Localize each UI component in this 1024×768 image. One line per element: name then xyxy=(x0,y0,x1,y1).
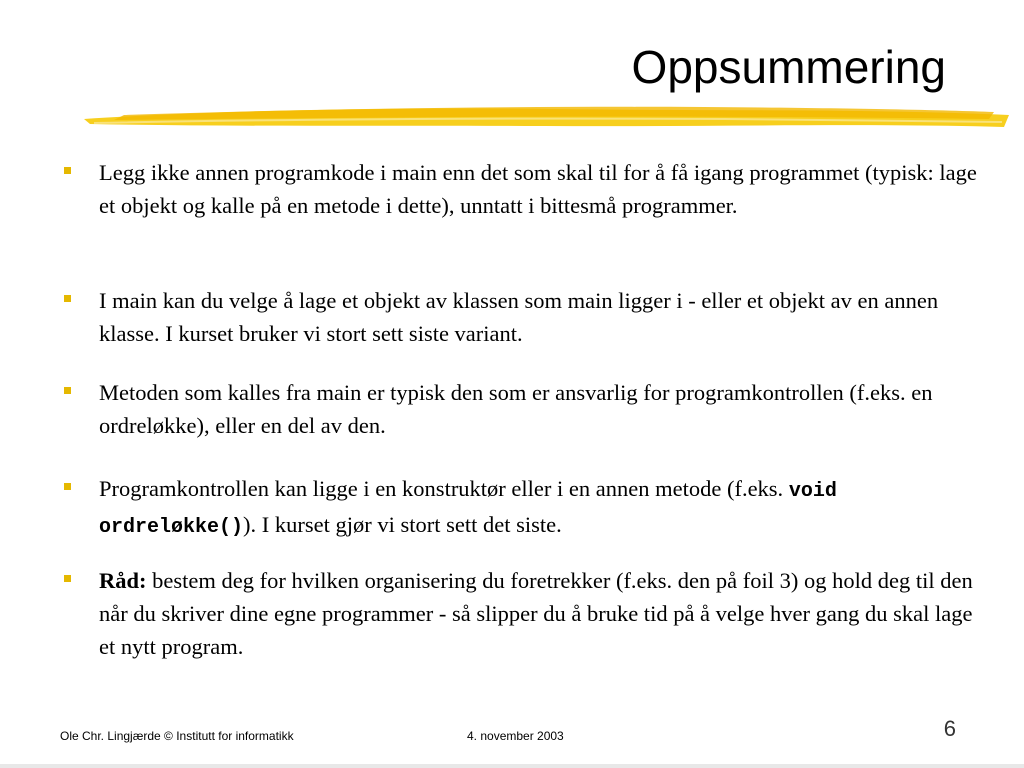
bullet-marker xyxy=(64,575,71,582)
bullet-item xyxy=(64,156,994,222)
bullet-text: Metoden som kalles fra main er typisk den som er ansvarlig for programkontrollen (f.eks. en ordreløkke), eller en del av den. xyxy=(99,380,933,438)
advice-label: Råd: xyxy=(99,568,147,593)
bullet-item xyxy=(64,376,994,442)
bullet-item xyxy=(64,284,994,350)
bullet-item xyxy=(64,564,994,663)
footer-author: Ole Chr. Lingjærde © Institutt for informatikk xyxy=(60,729,294,743)
bullet-marker xyxy=(64,295,71,302)
footer-date: 4. november 2003 xyxy=(467,729,564,743)
page-number: 6 xyxy=(943,716,956,741)
advice-text: bestem deg for hvilken organisering du foretrekker (f.eks. den på foil 3) og hold deg til den når du skriver dine egne programmer - så slipper du å bruke tid på å velge hver gang du skal lage et nytt program. xyxy=(99,568,973,659)
bottom-divider xyxy=(0,764,1024,768)
bullet-marker xyxy=(64,483,71,490)
bullet-text: I main kan du velge å lage et objekt av klassen som main ligger i - eller et objekt av en annen klasse. I kurset bruker vi stort sett siste variant. xyxy=(99,288,939,346)
bullet-text-before: Programkontrollen kan ligge i en konstruktør eller i en annen metode (f.eks. xyxy=(99,476,789,501)
code-snippet: void ordreløkke() xyxy=(99,480,837,539)
yellow-brush-stroke xyxy=(84,97,1009,137)
slide-title: Oppsummering xyxy=(631,41,946,93)
bullet-text: Legg ikke annen programkode i main enn det som skal til for å få igang programmet (typisk: lage et objekt og kalle på en metode i dette), unntatt i bittesmå programmer. xyxy=(99,160,977,218)
bullet-marker xyxy=(64,167,71,174)
bullet-text-after: ). I kurset gjør vi stort sett det siste. xyxy=(243,512,562,537)
bullet-text xyxy=(99,472,994,544)
bullet-text xyxy=(99,564,994,663)
bullet-marker xyxy=(64,387,71,394)
bullet-item xyxy=(64,472,994,544)
